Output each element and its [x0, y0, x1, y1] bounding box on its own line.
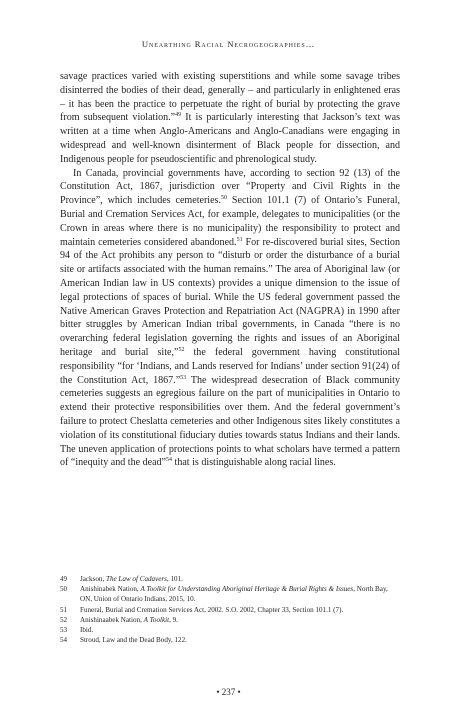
text-run: Jackson, — [80, 575, 107, 583]
footnote — [60, 584, 400, 604]
text-run: , 101. — [166, 575, 183, 583]
footnote-text — [80, 625, 400, 635]
paragraph — [60, 167, 400, 471]
text-run: , North Bay, ON, Union of Ontario Indians, 2015, 10. — [80, 585, 388, 604]
text-run: Ibid. — [80, 626, 94, 635]
footnote-text — [80, 635, 400, 645]
footnote-reference: 54 — [166, 457, 173, 464]
running-head: Unearthing Racial Necrogeographies… — [141, 39, 316, 49]
footnote-text — [80, 605, 400, 615]
footnote — [60, 635, 400, 645]
italic-title: A Toolkit — [143, 615, 170, 624]
italic-title: A Toolkit for Understanding Aboriginal Heritage & Burial Rights & Issues — [140, 585, 354, 594]
footnote-reference: 52 — [178, 346, 185, 353]
text-run: The widespread desecration of Black community cemeteries suggests an egregious failure on the part of municipalities in Ontario to extend their protective responsibilities over them. And the federal government’s failure to protect Cheslatta cemeteries and other Indigenous sites likely constitutes a violation of its constitutional fiduciary duties towards status Indians and their lands. The uneven application of protections points to what scholars have termed a pattern of “inequity and the dead” — [60, 374, 400, 469]
text-run: the federal government having constitutional responsibility “for ‘Indians, and Lands reserved for Indians’ under section 91(24) of the Constitution Act, 1867.” — [60, 346, 400, 386]
text-run: It is particularly interesting that Jackson’s text was written at a time when Anglo-Americans and Anglo-Canadians were engaging in widespread and well-known disinterment of Black people for dissection, and Indigenous people for pseudoscientific and phrenological study. — [60, 112, 401, 165]
footnote-reference: 50 — [220, 195, 227, 202]
footnote-text — [80, 584, 400, 604]
footnotes — [60, 574, 400, 645]
footnote-text — [80, 574, 400, 584]
paragraph — [60, 70, 400, 167]
text-run: Section 101.1 (7) of Ontario’s Funeral, Burial and Cremation Services Act, for example, delegates to municipalities (or the Crown in areas where there is no municipality) the responsibility to protect and maintain cemeteries considered abandoned. — [60, 195, 400, 248]
footnote — [60, 615, 400, 625]
text-run: that is distinguishable along racial lines. — [172, 457, 336, 469]
footnote-number: 52 — [60, 615, 68, 624]
text-run: savage practices varied with existing superstitions and while some savage tribes disinterred the bodies of their dead, generally – and particularly in enlightened eras – it has been the practice to perpetuate the right of burial by protecting the grave from subsequent violation.” — [60, 71, 400, 124]
italic-title: The Law of Cadavers — [106, 575, 167, 583]
footnote-number: 53 — [60, 626, 68, 635]
footnote-number: 51 — [60, 605, 68, 614]
text-run: Anishinaabek Nation, — [80, 615, 144, 624]
footnote-number: 49 — [60, 575, 68, 583]
text-run: Anishinabek Nation, — [80, 585, 141, 594]
footnote-reference: 49 — [175, 112, 182, 119]
footnote — [60, 605, 400, 615]
text-run: , 9. — [169, 615, 178, 624]
footnote-number: 50 — [60, 585, 68, 594]
footnote-reference: 53 — [180, 374, 187, 381]
text-run: In Canada, provincial governments have, according to section 92 (13) of the Constitution Act, 1867, jurisdiction over “Property and Civil Rights in the Province”, which includes cemeteries. — [60, 167, 400, 207]
footnote — [60, 625, 400, 635]
body-text — [60, 70, 400, 470]
footnote-reference: 51 — [236, 236, 243, 243]
text-run: For re-discovered burial sites, Section 94 of the Act prohibits any person to “disturb or order the disturbance of a burial site or artifacts associated with the human remains.” The area of Aboriginal law (or American Indian law in US contexts) provides a unique dimension to the issue of legal protections of spaces of burial. While the US federal government passed the Native American Graves Protection and Repatriation Act (NAGPRA) in 1990 after bitter struggles by American Indian tribal governments, in Canada “there is no overarching federal legislation governing the rights and issues of an Aboriginal heritage and burial site,” — [60, 236, 400, 358]
page-number: • 237 • — [216, 687, 241, 697]
text-run: Funeral, Burial and Cremation Services Act, 2002. S.O. 2002, Chapter 33, Section 101.1 (7). — [80, 605, 344, 614]
text-run: Stroud, Law and the Dead Body, 122. — [80, 636, 187, 645]
footnote-text — [80, 615, 400, 625]
footnote — [60, 574, 400, 584]
footnote-number: 54 — [60, 636, 68, 645]
